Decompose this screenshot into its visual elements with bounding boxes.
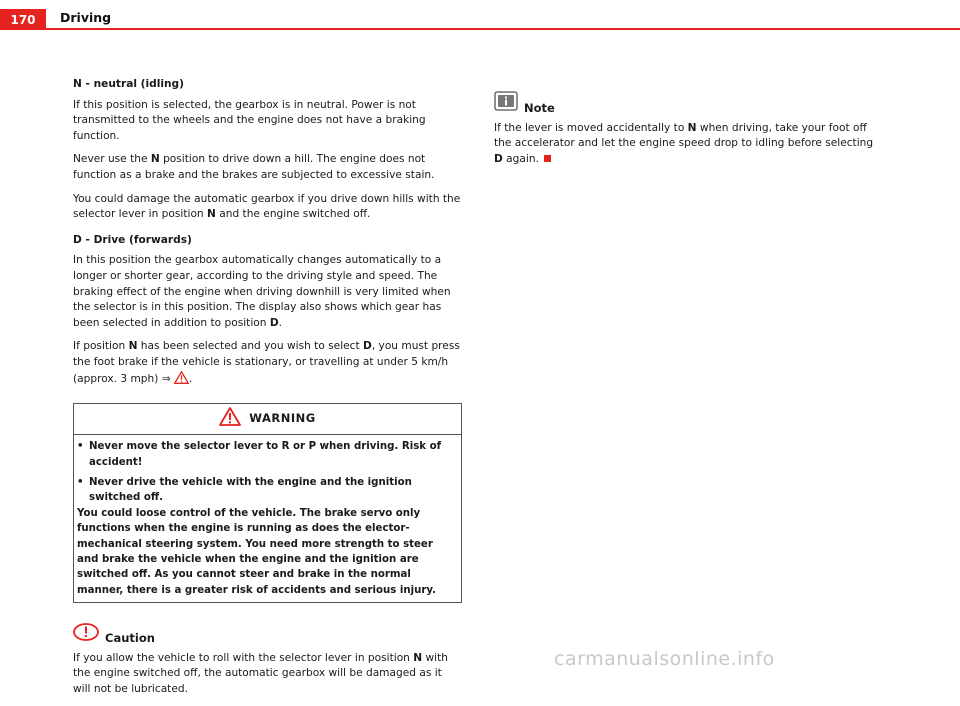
note-header	[494, 91, 884, 117]
warning-bullet-2-continuation: You could loose control of the vehicle. The brake servo only functions when the engine is running as does the elector-mechanical steering system. You need more strength to steer and brake the vehicle when the engine and the ignition are switched off. As you cannot steer and brake in the normal manner, there is a greater risk of accidents and serious injury.	[77, 507, 436, 596]
right-column	[494, 91, 884, 175]
neutral-paragraph-1: If this position is selected, the gearbox is in neutral. Power is not transmitted to the wheels and the engine does not have a braking function.	[73, 98, 426, 142]
warning-box	[73, 403, 462, 603]
neutral-paragraph-3: You could damage the automatic gearbox if you drive down hills with the selector lever in position N and the engine switched off.	[73, 192, 461, 221]
end-of-section-marker	[544, 155, 551, 162]
drive-paragraph-1: In this position the gearbox automatically changes automatically to a longer or shorter gear, according to the driving style and speed. The braking effect of the engine when driving downhill is very limited when the selector is in this position. The display also shows which gear has been selected in addition to position D.	[73, 254, 451, 329]
drive-paragraph-2: If position N has been selected and you wish to select D, you must press the foot brake if the vehicle is stationary, or travelling at under 5 km/h (approx. 3 mph) ⇒ .	[73, 339, 462, 389]
caution-paragraph: If you allow the vehicle to roll with the selector lever in position N with the engine switched off, the automatic gearbox will be damaged as it will not be lubricated.	[73, 651, 448, 695]
page-number: 170	[0, 9, 46, 30]
note-icon	[494, 91, 518, 117]
cross-reference-arrow[interactable]: ⇒	[161, 372, 171, 385]
note-paragraph: If the lever is moved accidentally to N when driving, take your foot off the accelerator and let the engine speed drop to idling before selecting D again.	[494, 121, 874, 165]
neutral-paragraph-2: Never use the N position to drive down a hill. The engine does not function as a brake and the brakes are subjected to excessive stain.	[73, 153, 435, 181]
watermark: carmanualsonline.info	[554, 648, 775, 670]
warning-title: WARNING	[249, 411, 316, 426]
warning-body	[74, 435, 461, 602]
caution-header	[73, 623, 462, 647]
note-title: Note	[524, 101, 555, 115]
neutral-heading: N - neutral (idling)	[73, 78, 184, 90]
bullet-mark: •	[77, 441, 84, 453]
page-header	[0, 0, 960, 30]
header-rule	[46, 28, 960, 30]
warning-triangle-icon	[219, 407, 249, 431]
warning-triangle-icon[interactable]	[174, 371, 189, 390]
warning-header	[74, 404, 461, 435]
caution-icon	[73, 623, 99, 647]
caution-title: Caution	[105, 631, 155, 646]
warning-bullet-1: • Never move the selector lever to R or P when driving. Risk of accident!	[77, 439, 457, 470]
drive-heading: D - Drive (forwards)	[73, 233, 192, 246]
left-column	[73, 77, 462, 706]
bullet-mark: •	[77, 476, 84, 488]
section-title: Driving	[60, 10, 112, 25]
warning-bullet-2: • Never drive the vehicle with the engine and the ignition switched off.	[77, 475, 457, 506]
